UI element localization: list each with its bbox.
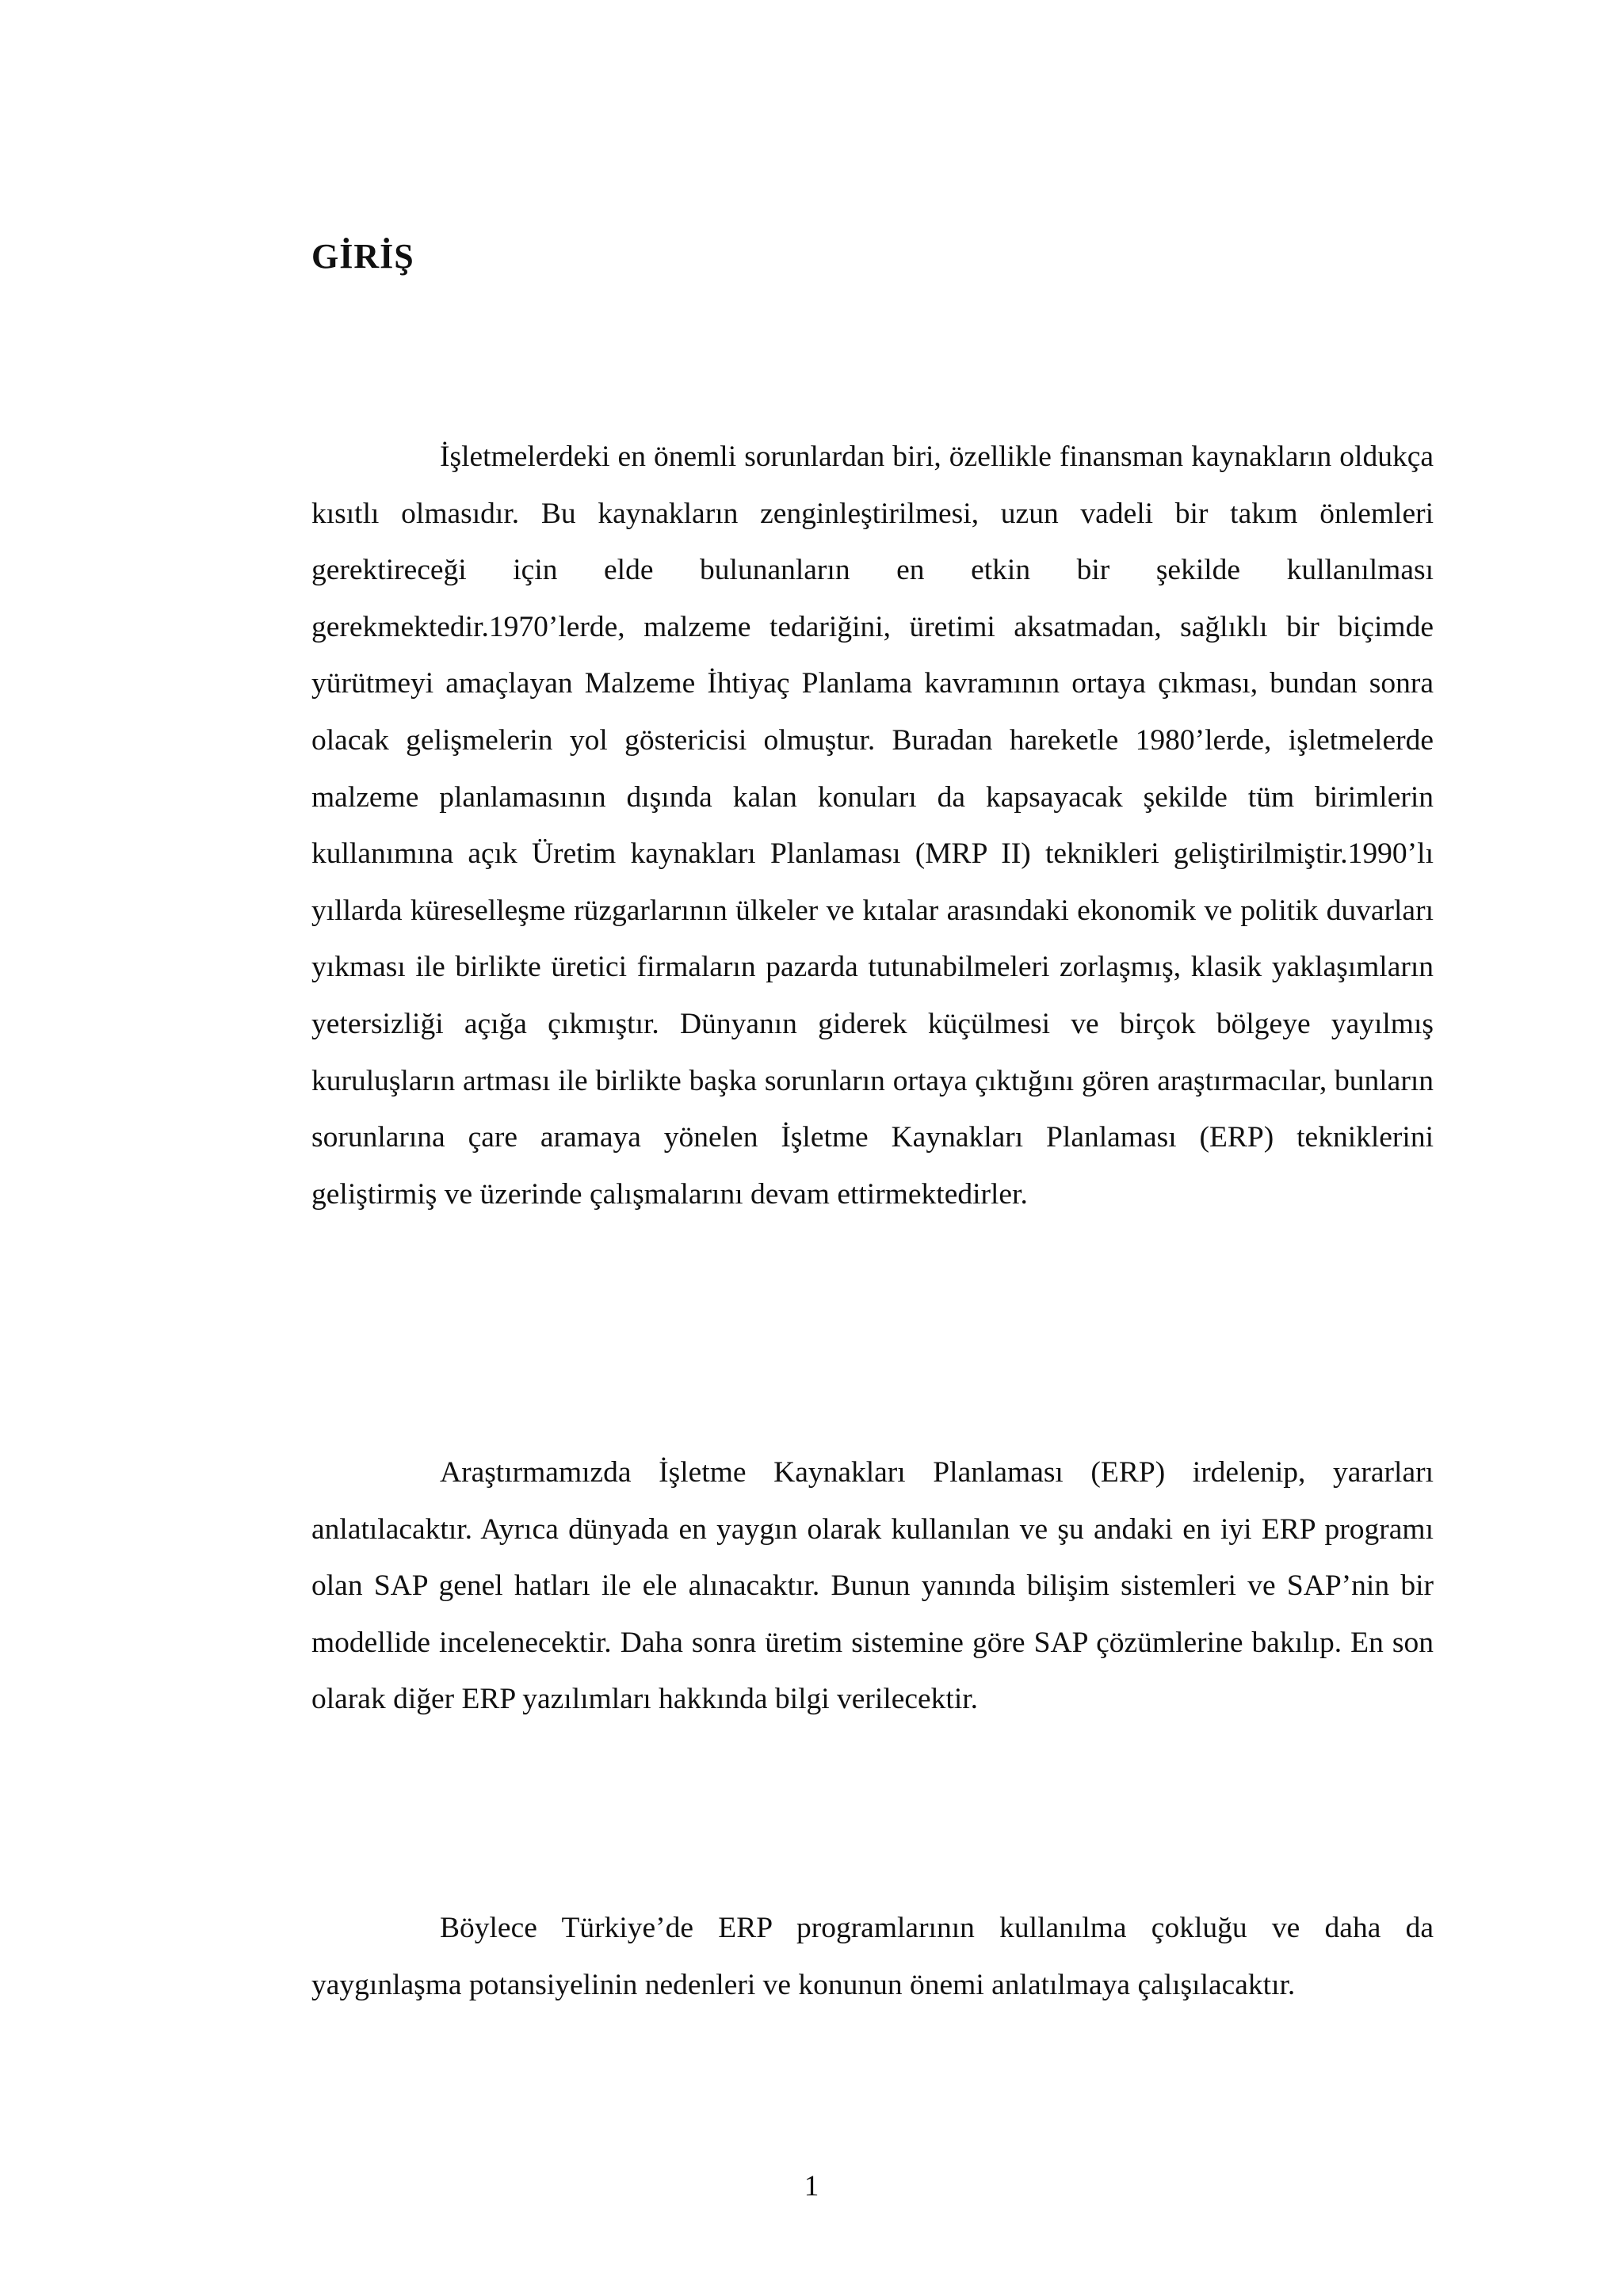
section-heading: GİRİŞ: [311, 237, 414, 276]
page-number: 1: [804, 2170, 819, 2203]
paragraph-introduction: İşletmelerdeki en önemli sorunlardan biri, özellikle finansman kaynakların oldukça kısıtlı olmasıdır. Bu kaynakların zenginleştirilmesi, uzun vadeli bir takım önlemleri gerektireceği için elde bulunanların en etkin bir şekilde kullanılması gerekmektedir.1970’lerde, malzeme tedariğini, üretimi aksatmadan, sağlıklı bir biçimde yürütmeyi amaçlayan Malzeme İhtiyaç Planlama kavramının ortaya çıkması, bundan sonra olacak gelişmelerin yol göstericisi olmuştur. Buradan hareketle 1980’lerde, işletmelerde malzeme planlamasının dışında kalan konuları da kapsayacak şekilde tüm birimlerin kullanımına açık Üretim kaynakları Planlaması (MRP II) teknikleri geliştirilmiştir.1990’lı yıllarda küreselleşme rüzgarlarının ülkeler ve kıtalar arasındaki ekonomik ve politik duvarları yıkması ile birlikte üretici firmaların pazarda tutunabilmeleri zorlaşmış, klasik yaklaşımların yetersizliği açığa çıkmıştır. Dünyanın giderek küçülmesi ve birçok bölgeye yayılmış kuruluşların artması ile birlikte başka sorunların ortaya çıktığını gören araştırmacılar, bunların sorunlarına çare aramaya yönelen İşletme Kaynakları Planlaması (ERP) tekniklerini geliştirmiş ve üzerinde çalışmalarını devam ettirmektedirler.: [311, 441, 1434, 1211]
paragraph-research-scope: Araştırmamızda İşletme Kaynakları Planlaması (ERP) irdelenip, yararları anlatılacaktır. Ayrıca dünyada en yaygın olarak kullanılan ve şu andaki en iyi ERP programı olan SAP genel hatları ile ele alınacaktır. Bunun yanında bilişim sistemleri ve SAP’nin bir modellide incelenecektir. Daha sonra üretim sistemine göre SAP çözümlerine bakılıp. En son olarak diğer ERP yazılımları hakkında bilgi verilecektir.: [311, 1456, 1434, 1716]
paragraph-conclusion: Böylece Türkiye’de ERP programlarının kullanılma çokluğu ve daha da yaygınlaşma potansiyelinin nedenleri ve konunun önemi anlatılmaya çalışılacaktır.: [311, 1912, 1434, 2001]
